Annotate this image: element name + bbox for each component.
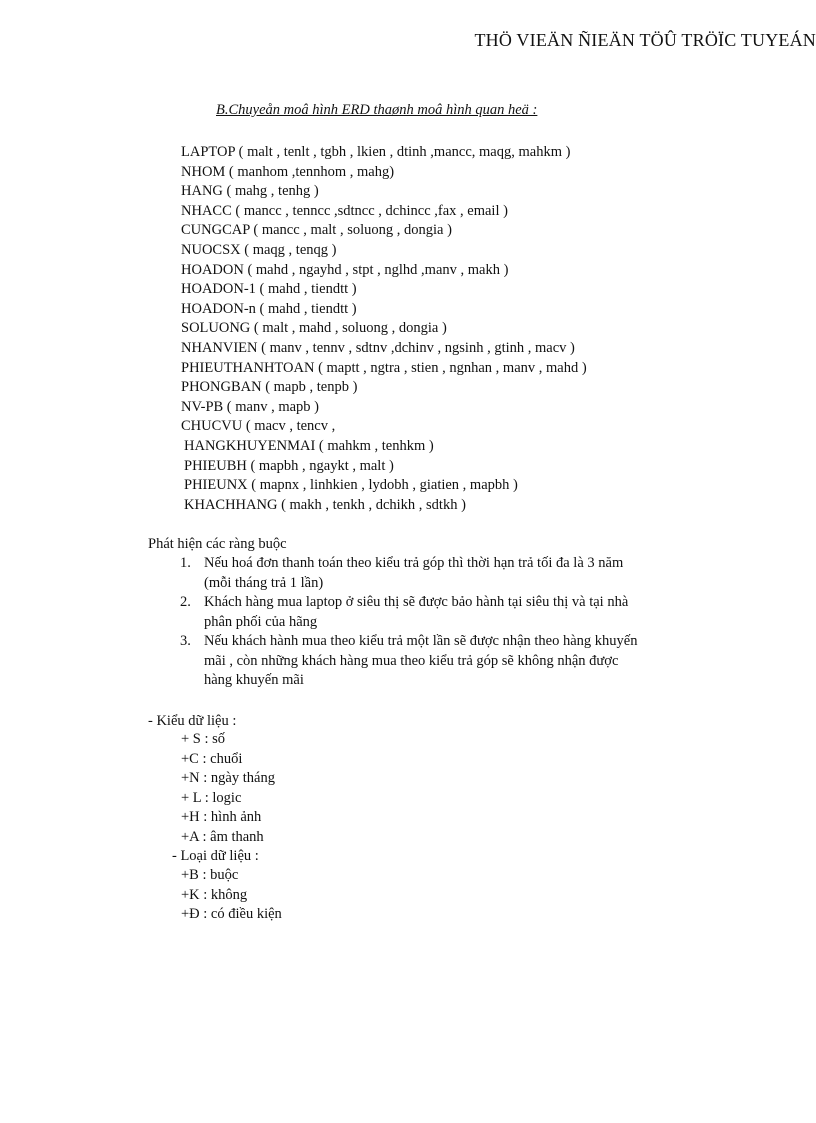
relation-khachhang: KHACHHANG ( makh , tenkh , dchikh , sdtkh ) — [184, 496, 466, 513]
relation-hang: HANG ( mahg , tenhg ) — [181, 183, 319, 200]
relation-nuocsx: NUOCSX ( maqg , tenqg ) — [181, 241, 337, 258]
data-kind-item: +Đ : có điều kiện — [181, 906, 282, 923]
relation-chucvu: CHUCVU ( macv , tencv , — [181, 418, 336, 435]
relation-nhom: NHOM ( manhom ,tennhom , mahg) — [181, 163, 395, 180]
constraints-heading: Phát hiện các ràng buộc — [148, 536, 287, 552]
relation-nhacc: NHACC ( mancc , tenncc ,sdtncc , dchincc ,fax , email ) — [181, 202, 508, 219]
list-item-text: phân phối của hãng — [204, 613, 318, 630]
data-type-item: +A : âm thanh — [181, 828, 264, 845]
page-header-title: THÖ VIEÄN ÑIEÄN TÖÛ TRÖÏC TUYEÁN — [474, 30, 816, 50]
data-type-item: + S : số — [181, 731, 226, 747]
data-types-list — [181, 730, 275, 848]
list-item-text: Khách hàng mua laptop ở siêu thị sẽ được bảo hành tại siêu thị và tại nhà — [204, 594, 629, 610]
data-kind-item: +B : buộc — [181, 867, 239, 883]
list-item-text: Nếu hoá đơn thanh toán theo kiểu trả góp thì thời hạn trả tối đa là 3 năm — [204, 555, 624, 571]
section-title: B.Chuyeån moâ hình ERD thaønh moâ hình quan heä : — [216, 102, 538, 118]
data-type-item: + L : logic — [181, 789, 242, 806]
list-item — [180, 593, 700, 632]
data-kinds-list — [181, 866, 282, 925]
data-type-item: +C : chuổi — [181, 750, 243, 767]
relation-phongban: PHONGBAN ( mapb , tenpb ) — [181, 379, 358, 396]
relation-nhanvien: NHANVIEN ( manv , tennv , sdtnv ,dchinv , ngsinh , gtinh , macv ) — [181, 339, 575, 356]
list-item — [180, 554, 700, 593]
relation-soluong: SOLUONG ( malt , mahd , soluong , dongia ) — [181, 320, 447, 337]
data-types-heading: - Kiểu dữ liệu : — [148, 713, 237, 729]
list-item-text: mãi , còn những khách hàng mua theo kiểu trả góp sẽ không nhận được — [204, 652, 619, 669]
list-item-text: Nếu khách hành mua theo kiểu trả một lần sẽ được nhận theo hàng khuyến — [204, 633, 638, 649]
list-item-text: hàng khuyến mãi — [204, 672, 304, 688]
list-item-text: (mỗi tháng trả 1 lần) — [204, 574, 324, 591]
data-type-item: +H : hình ảnh — [181, 809, 262, 826]
relation-schema-list — [181, 143, 587, 515]
relation-laptop: LAPTOP ( malt , tenlt , tgbh , lkien , dtinh ,mancc, maqg, mahkm ) — [181, 144, 571, 160]
relation-hangkhuyenmai: HANGKHUYENMAI ( mahkm , tenhkm ) — [184, 437, 434, 454]
data-kind-item: +K : không — [181, 886, 248, 903]
list-item-number: 2. — [180, 594, 191, 610]
constraints-list — [180, 554, 700, 691]
relation-hoadon-n: HOADON-n ( mahd , tiendtt ) — [181, 300, 357, 317]
relation-cungcap: CUNGCAP ( mancc , malt , soluong , dongia ) — [181, 222, 452, 239]
relation-phieubh: PHIEUBH ( mapbh , ngaykt , malt ) — [184, 457, 394, 474]
data-kinds-heading: - Loại dữ liệu : — [172, 848, 259, 864]
relation-hoadon: HOADON ( mahd , ngayhd , stpt , nglhd ,manv , makh ) — [181, 261, 509, 278]
list-item-number: 3. — [180, 633, 191, 649]
list-item-number: 1. — [180, 555, 191, 571]
data-type-item: +N : ngày tháng — [181, 770, 275, 787]
relation-hoadon-1: HOADON-1 ( mahd , tiendtt ) — [181, 281, 357, 298]
relation-nv-pb: NV-PB ( manv , mapb ) — [181, 398, 320, 415]
relation-phieunx: PHIEUNX ( mapnx , linhkien , lydobh , giatien , mapbh ) — [184, 477, 518, 494]
relation-phieuthanhtoan: PHIEUTHANHTOAN ( maptt , ngtra , stien , ngnhan , manv , mahd ) — [181, 359, 587, 376]
list-item — [180, 632, 700, 691]
